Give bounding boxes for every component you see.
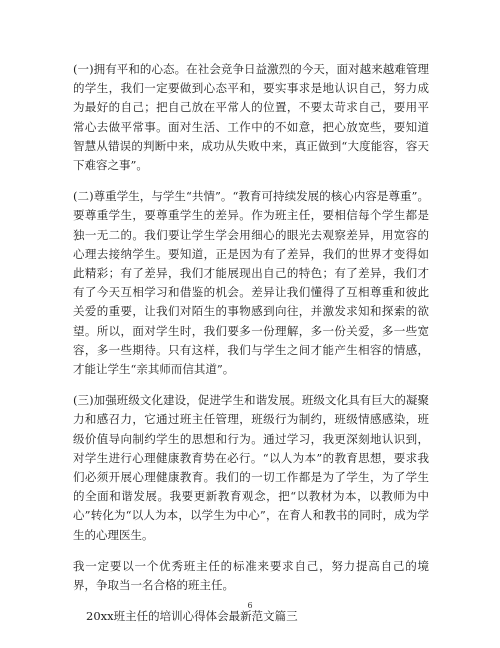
- paragraph-conclusion: 我一定要以一个优秀班主任的标准来要求自己，努力提高自己的境界，争取当一名合格的班主任。: [73, 558, 429, 593]
- document-body: [73, 60, 429, 638]
- section-title: 20xx班主任的培训心得体会最新范文篇三: [86, 609, 298, 624]
- paragraph-class-culture: (三)加强班级文化建设，促进学生和谐发展。班级文化具有巨大的凝聚力和感召力，它通过班主任管理，班级行为制约，班级情感感染，班级价值导向制约学生的思想和行为。通过学习，我更深刻地认识到，对学生进行心理健康教育势在必行。“以人为本”的教育思想，要求我们必须开展心理健康教育。我们的一切工作都是为了学生，为了学生的全面和谐发展。我要更新教育观念，把“以教材为本，以教师为中心”转化为“以人为本，以学生为中心”，在育人和教书的同时，成为学生的心理医生。: [73, 393, 429, 542]
- paragraph-respect-students: (二)尊重学生，与学生“共情”。“教育可持续发展的核心内容是尊重”。要尊重学生，要尊重学生的差异。作为班主任，要相信每个学生都是独一无二的。我们要让学生学会用细心的眼光去观察差异，用宽容的心理去接纳学生。要知道，正是因为有了差异，我们的世界才变得如此精彩；有了差异，我们才能展现出自己的特色；有了差异，我们才有了今天互相学习和借鉴的机会。差异让我们懂得了互相尊重和彼此关爱的重要，让我们对陌生的事物感到向往，并激发求知和探索的欲望。所以，面对学生时，我们要多一份理解，多一份关爱，多一些宽容，多一些期待。只有这样，我们与学生之间才能产生相容的情感，才能让学生“亲其师而信其道”。: [73, 189, 429, 377]
- page-number: 6: [247, 601, 253, 610]
- paragraph-calm-mindset: (一)拥有平和的心态。在社会竞争日益激烈的今天，面对越来越难管理的学生，我们一定要做到心态平和，要实事求是地认识自己，努力成为最好的自己；把自己放在平常人的位置，不要太苛求自己，要用平常心去做平常事。面对生活、工作中的不如意，把心放宽些，要知道智慧从错误的判断中来，成功从失败中来，真正做到“大度能容，容天下难容之事”。: [73, 62, 429, 173]
